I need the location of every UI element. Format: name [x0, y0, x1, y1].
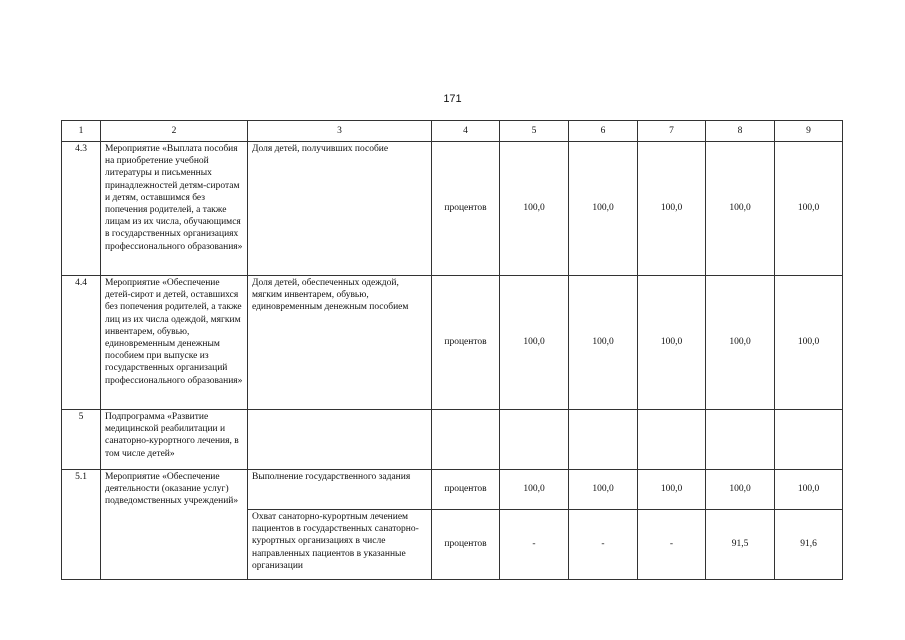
- unit-cell: процентов: [432, 142, 500, 276]
- value-cell: 100,0: [638, 142, 706, 276]
- value-cell: 100,0: [706, 470, 775, 510]
- indicators-table: [61, 120, 843, 580]
- value-cell: 100,0: [706, 276, 775, 410]
- page-number: 171: [443, 93, 462, 105]
- value-cell: 100,0: [638, 470, 706, 510]
- value-cell: 100,0: [569, 142, 638, 276]
- unit-cell: процентов: [432, 276, 500, 410]
- row-number: 4.4: [62, 276, 101, 410]
- column-header: 3: [248, 121, 432, 142]
- row-number: 5.1: [62, 470, 101, 580]
- column-header: 8: [706, 121, 775, 142]
- column-header: 7: [638, 121, 706, 142]
- value-cell: 100,0: [775, 470, 843, 510]
- indicator-cell: Охват санаторно-курортным лечением пациентов в государственных санаторно-курортных организациях в числе направленных пациентов в указанные организации: [248, 510, 432, 580]
- column-header: 6: [569, 121, 638, 142]
- empty-cell: [432, 410, 500, 470]
- value-cell: -: [500, 510, 569, 580]
- table-row: [62, 142, 843, 276]
- empty-cell: [775, 410, 843, 470]
- indicator-cell: Доля детей, получивших пособие: [248, 142, 432, 276]
- unit-cell: процентов: [432, 470, 500, 510]
- indicator-cell: Доля детей, обеспеченных одеждой, мягким инвентарем, обувью, единовременным денежным пособием: [248, 276, 432, 410]
- value-cell: 100,0: [500, 470, 569, 510]
- activity-cell: Мероприятие «Обеспечение детей-сирот и детей, оставшихся без попечения родителей, а также лиц из их числа одеждой, мягким инвентарем, обувью, единовременным денежным пособием при выпуске из государственных организаций профессионального образования»: [101, 276, 248, 410]
- table-header-row: [62, 121, 843, 142]
- value-cell: 100,0: [500, 276, 569, 410]
- value-cell: 100,0: [638, 276, 706, 410]
- column-header: 1: [62, 121, 101, 142]
- value-cell: 100,0: [706, 142, 775, 276]
- indicator-cell: Выполнение государственного задания: [248, 470, 432, 510]
- activity-cell: Мероприятие «Выплата пособия на приобретение учебной литературы и письменных принадлежностей детям-сиротам и детям, оставшимся без попечения родителей, а также лицам из их числа, обучающимся в государственных организациях профессионального образования»: [101, 142, 248, 276]
- value-cell: 100,0: [775, 142, 843, 276]
- row-number: 4.3: [62, 142, 101, 276]
- activity-cell: Мероприятие «Обеспечение деятельности (оказание услуг) подведомственных учреждений»: [101, 470, 248, 580]
- unit-cell: процентов: [432, 510, 500, 580]
- value-cell: 100,0: [775, 276, 843, 410]
- row-number: 5: [62, 410, 101, 470]
- value-cell: -: [569, 510, 638, 580]
- value-cell: 91,6: [775, 510, 843, 580]
- table-row: [62, 470, 843, 510]
- column-header: 9: [775, 121, 843, 142]
- value-cell: -: [638, 510, 706, 580]
- empty-cell: [706, 410, 775, 470]
- empty-cell: [500, 410, 569, 470]
- column-header: 4: [432, 121, 500, 142]
- empty-cell: [569, 410, 638, 470]
- empty-cell: [638, 410, 706, 470]
- column-header: 5: [500, 121, 569, 142]
- activity-cell: Подпрограмма «Развитие медицинской реабилитации и санаторно-курортного лечения, в том числе детей»: [101, 410, 248, 470]
- table-row: [62, 410, 843, 470]
- value-cell: 100,0: [569, 276, 638, 410]
- value-cell: 100,0: [569, 470, 638, 510]
- column-header: 2: [101, 121, 248, 142]
- table-row: [62, 276, 843, 410]
- empty-cell: [248, 410, 432, 470]
- value-cell: 91,5: [706, 510, 775, 580]
- value-cell: 100,0: [500, 142, 569, 276]
